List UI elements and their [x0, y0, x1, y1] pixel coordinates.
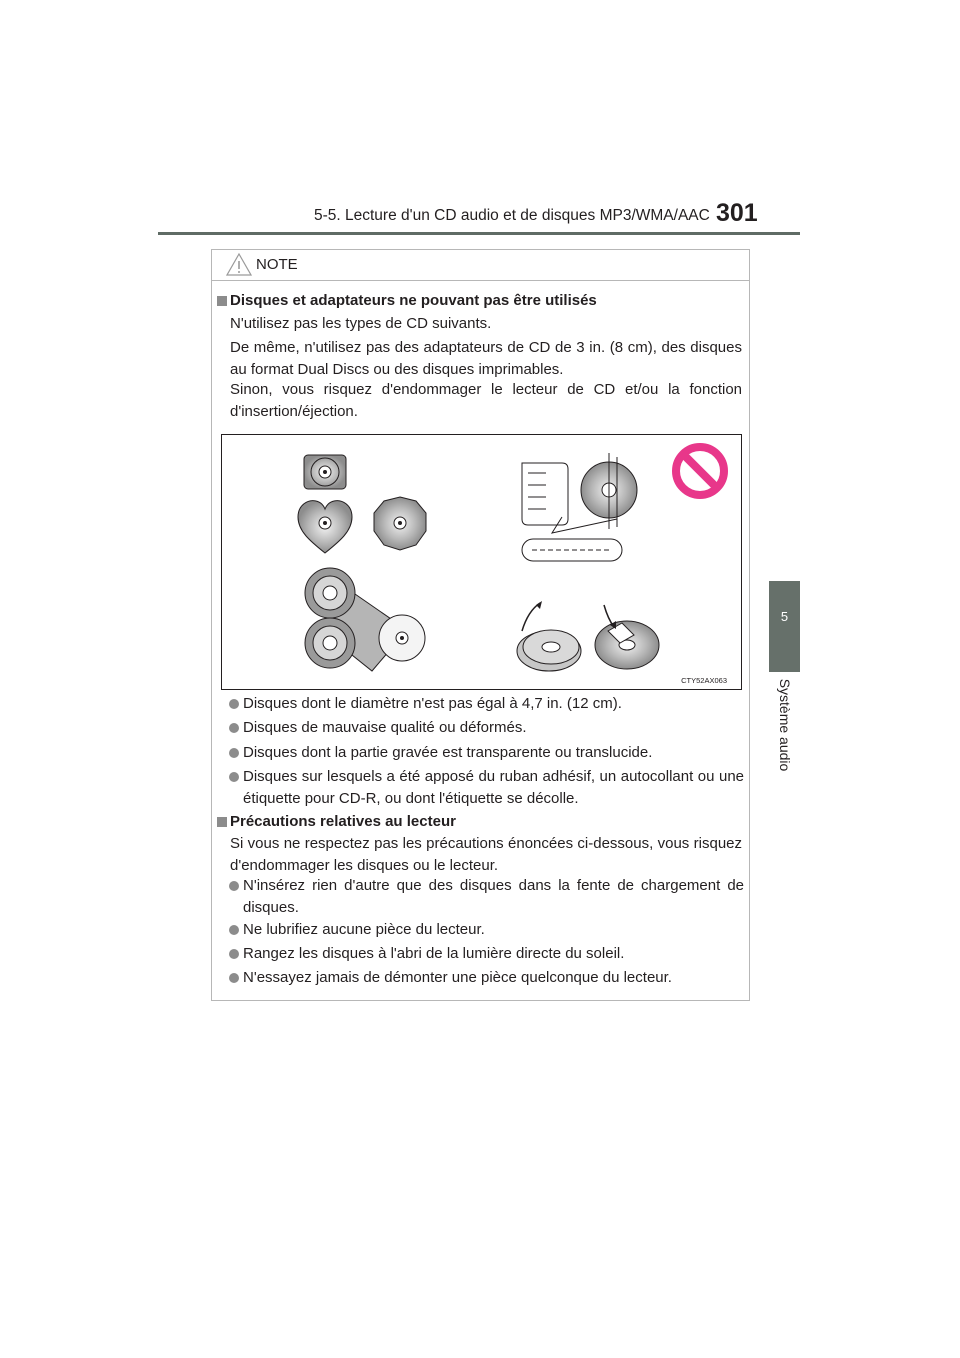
bullet-dot — [229, 699, 239, 709]
section1-paragraph-1: N'utilisez pas les types de CD suivants. — [230, 315, 492, 332]
bullet-dot — [229, 949, 239, 959]
dual-disc — [522, 453, 637, 561]
section2-bullet-4: N'essayez jamais de démonter une pièce quelconque du lecteur. — [243, 969, 672, 986]
chapter-tab — [769, 581, 800, 672]
section2-bullet-3: Rangez les disques à l'abri de la lumière directe du soleil. — [243, 945, 625, 962]
heading-marker — [217, 296, 227, 306]
heading-marker — [217, 817, 227, 827]
note-header — [212, 250, 749, 281]
section2-heading: Précautions relatives au lecteur — [230, 813, 456, 830]
card-disc — [304, 455, 346, 489]
chapter-number: 5 — [780, 609, 789, 624]
bullet-dot — [229, 723, 239, 733]
header-rule — [158, 232, 800, 235]
section1-paragraph-2: De même, n'utilisez pas des adaptateurs de CD de 3 in. (8 cm), des disques au format Dual Discs ou des disques imprimables. — [230, 339, 742, 378]
section1-heading: Disques et adaptateurs ne pouvant pas être utilisés — [230, 292, 597, 309]
warped-disc — [517, 601, 581, 671]
section2-bullet-2: Ne lubrifiez aucune pièce du lecteur. — [243, 921, 485, 938]
section2-bullet-1: N'insérez rien d'autre que des disques dans la fente de chargement de disques. — [243, 877, 744, 916]
section1-bullet-3: Disques dont la partie gravée est transparente ou translucide. — [243, 744, 653, 761]
illustration-code: CTY52AX063 — [681, 676, 727, 685]
heart-disc — [298, 501, 352, 553]
polygon-disc — [374, 497, 426, 550]
section2-intro: Si vous ne respectez pas les précautions énoncées ci-dessous, vous risquez d'endommager les disques ou le lecteur. — [230, 835, 742, 874]
chapter-label: Système audio — [777, 678, 793, 772]
bullet-dot — [229, 973, 239, 983]
section1-paragraph-3: Sinon, vous risquez d'endommager le lecteur de CD et/ou la fonction d'insertion/éjection. — [230, 381, 742, 420]
bullet-dot — [229, 748, 239, 758]
adapter-discs — [305, 568, 425, 671]
bullet-dot — [229, 925, 239, 935]
section-title: 5-5. Lecture d'un CD audio et de disques MP3/WMA/AAC — [314, 207, 710, 224]
section1-bullet-1: Disques dont le diamètre n'est pas égal à 4,7 in. (12 cm). — [243, 695, 622, 712]
bullet-dot — [229, 772, 239, 782]
warning-triangle-icon — [226, 253, 252, 276]
labeled-disc — [595, 605, 659, 669]
section1-bullet-2: Disques de mauvaise qualité ou déformés. — [243, 719, 527, 736]
page-number: 301 — [716, 199, 758, 227]
bullet-dot — [229, 881, 239, 891]
unusable-discs-illustration — [221, 434, 742, 690]
note-label: NOTE — [256, 256, 298, 273]
section1-bullet-4: Disques sur lesquels a été apposé du ruban adhésif, un autocollant ou une étiquette pour CD-R, ou dont l'étiquette se décolle. — [243, 768, 744, 807]
disc-drawings — [222, 435, 741, 689]
prohibition-icon — [676, 447, 724, 495]
